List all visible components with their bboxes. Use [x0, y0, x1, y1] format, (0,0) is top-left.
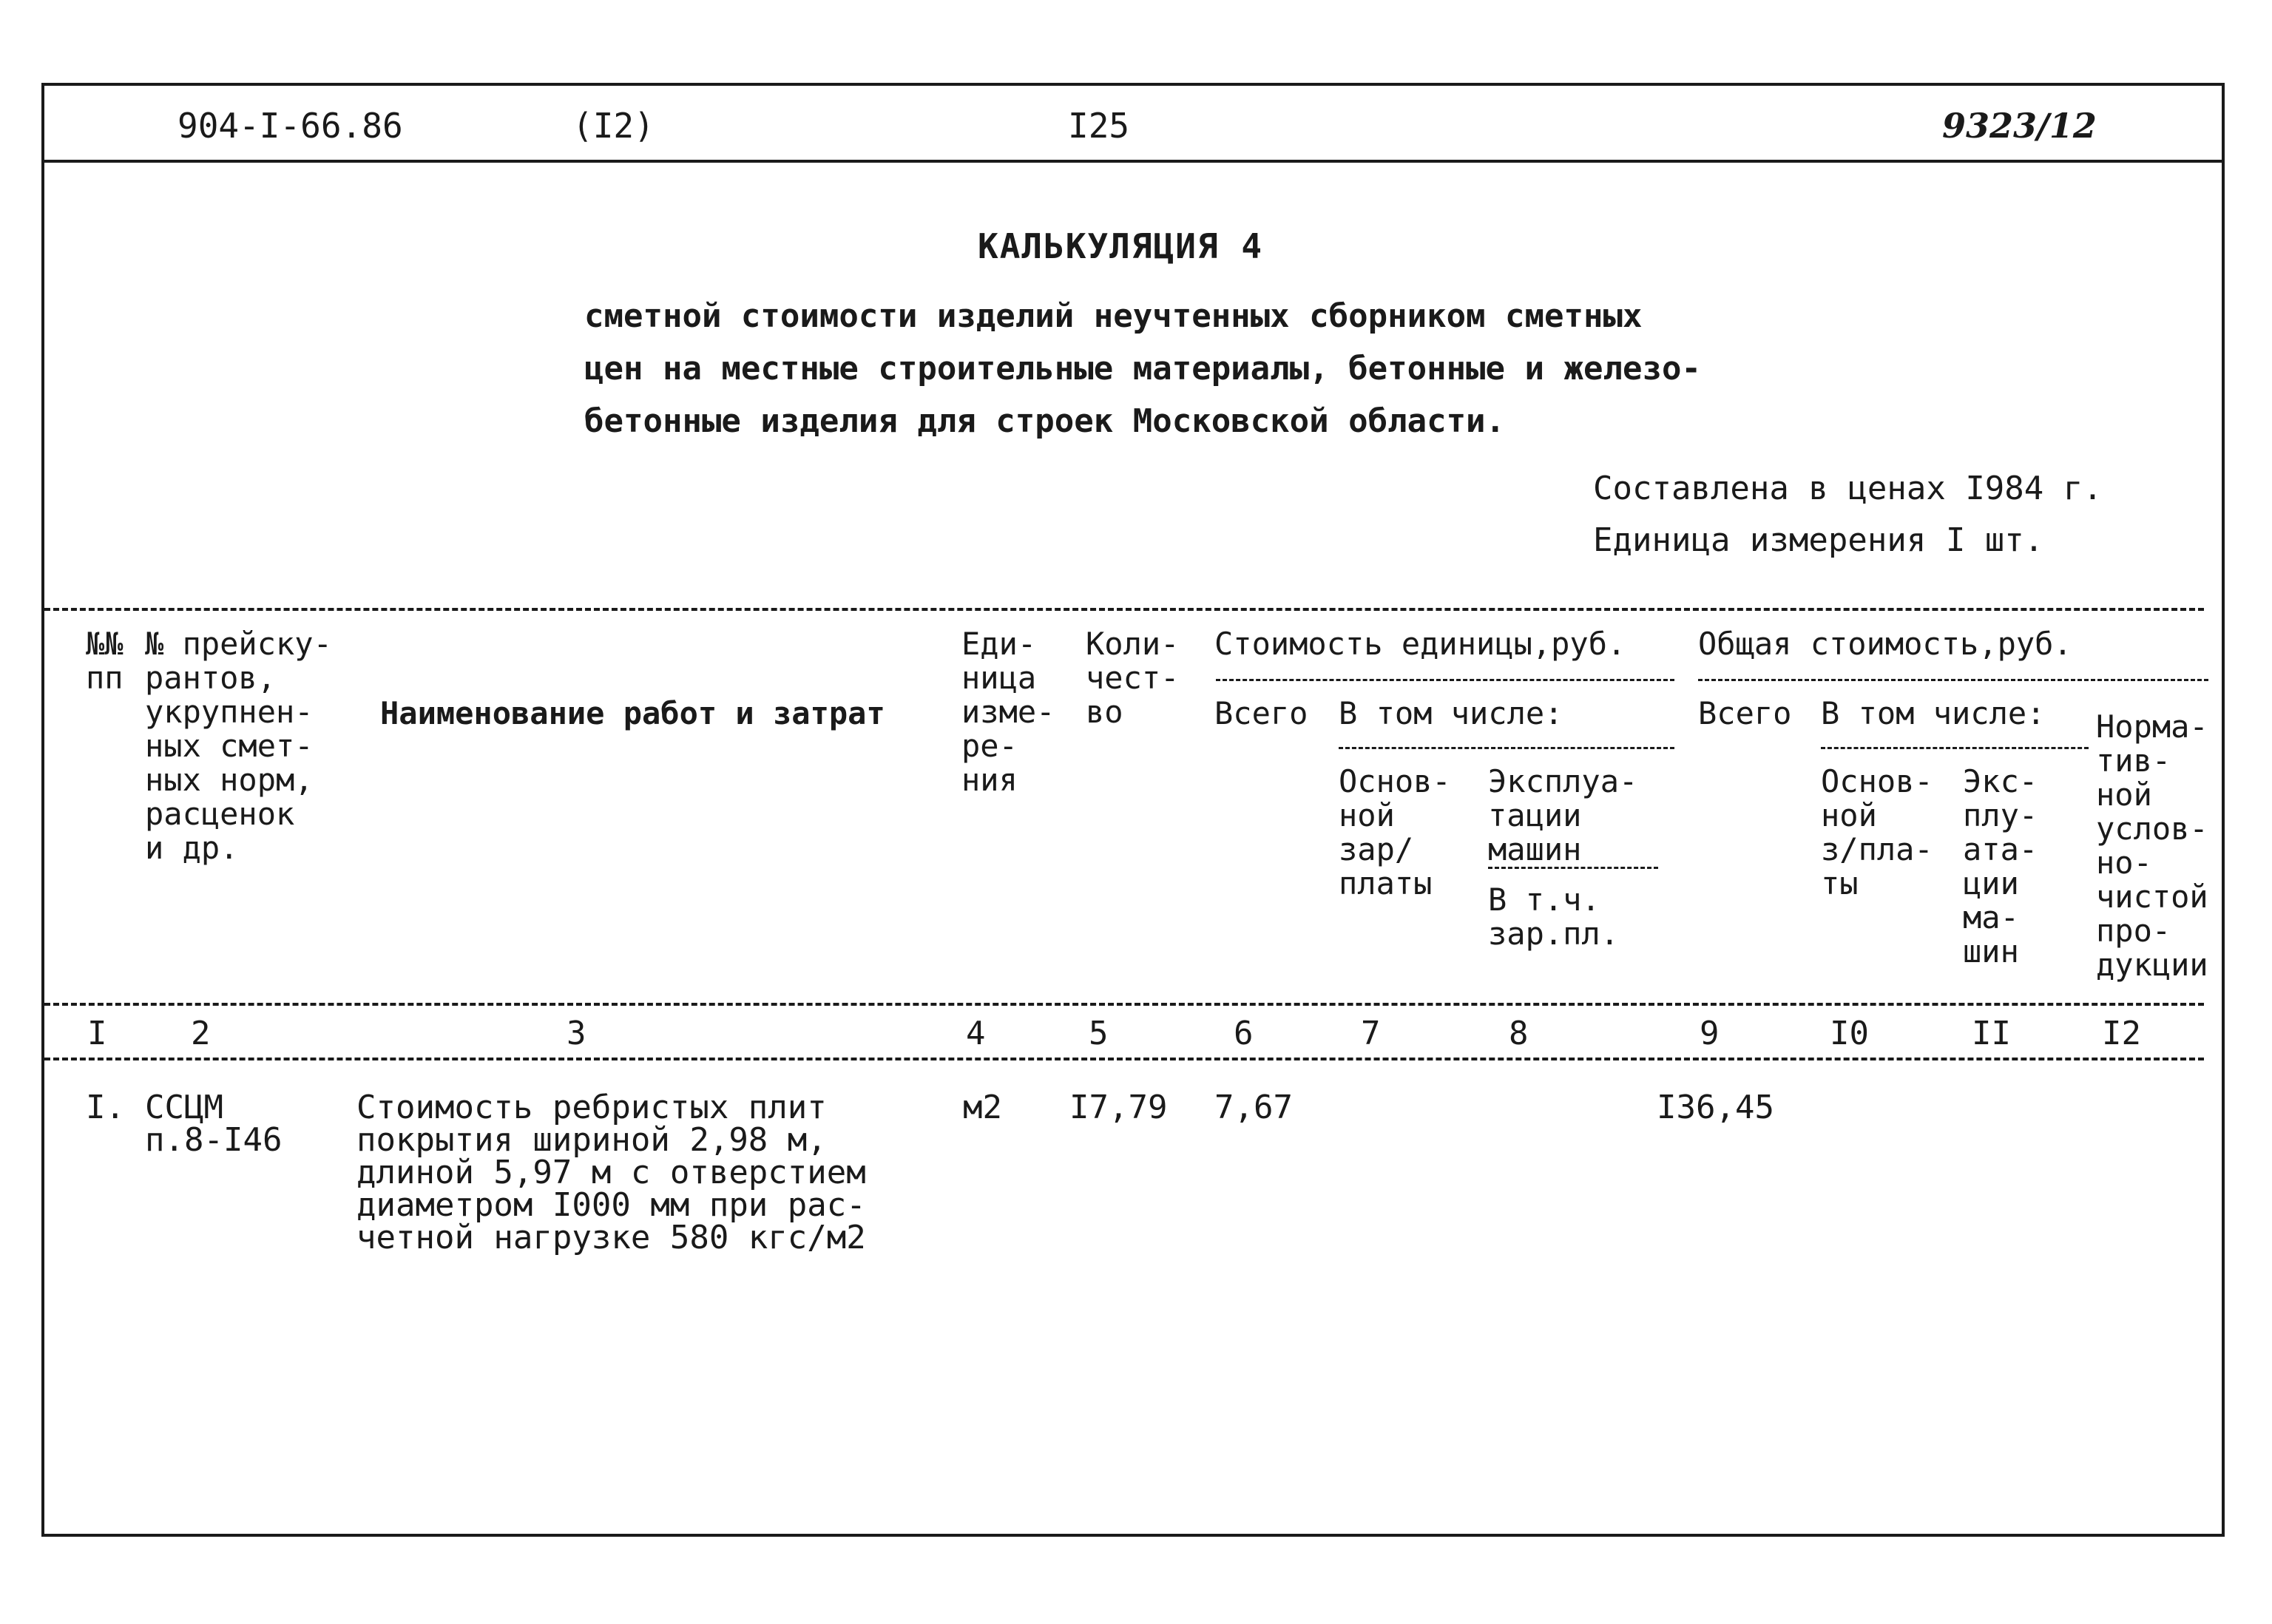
- header-total-cost: Общая стоимость,руб.: [1698, 626, 2072, 662]
- header-mach-2: Экс- плу- ата- ции ма- шин: [1963, 763, 2038, 970]
- row-name: Стоимость ребристых плит покрытия шириной 2,98 м, длиной 5,97 м с отверстием диаметром I000 мм при рас- четной нагрузке 580 кгс/м2: [356, 1089, 866, 1256]
- row-num: I.: [86, 1089, 125, 1126]
- table-top-rule: [44, 608, 2204, 611]
- col-numbers-bottom-rule: [44, 1058, 2204, 1060]
- header-all-2: Всего: [1698, 695, 1792, 731]
- col-number: 9: [1700, 1015, 1720, 1052]
- doc-title: КАЛЬКУЛЯЦИЯ 4: [978, 226, 1264, 266]
- col-number: 8: [1509, 1015, 1529, 1052]
- header-qty: Коли- чест- во: [1086, 626, 1180, 730]
- col-number: I0: [1830, 1015, 1869, 1052]
- header-all-1: Всего: [1214, 695, 1308, 731]
- col-number: I2: [2102, 1015, 2141, 1052]
- col-number: 4: [966, 1015, 986, 1052]
- col-number: II: [1972, 1015, 2011, 1052]
- col-number: 2: [191, 1015, 211, 1052]
- header-name: Наименование работ и затрат: [380, 695, 885, 731]
- row-unit-total: 7,67: [1214, 1089, 1293, 1126]
- col-number: 6: [1234, 1015, 1254, 1052]
- col-number: I: [87, 1015, 107, 1052]
- header-num: №№ пп: [86, 626, 124, 696]
- col-numbers-top-rule: [44, 1003, 2204, 1006]
- header-norm: Норма- тив- ной услов- но- чистой про- дукции: [2096, 708, 2208, 983]
- row-qty: I7,79: [1069, 1089, 1168, 1126]
- col-number: 7: [1361, 1015, 1381, 1052]
- col-number: 3: [567, 1015, 586, 1052]
- header-unit-cost: Стоимость единицы,руб.: [1214, 626, 1626, 662]
- total-incl-rule: [1821, 747, 2089, 749]
- row-unit: м2: [963, 1089, 1002, 1126]
- prices-note: Составлена в ценах I984 г. Единица измерения I шт.: [1593, 470, 2103, 559]
- total-cost-rule: [1698, 679, 2208, 681]
- header-rule: [44, 160, 2222, 163]
- doc-code: 904-I-66.86: [178, 106, 403, 146]
- archive-ref: 9323/12: [1942, 106, 2097, 146]
- part-number: (I2): [572, 106, 655, 146]
- row-ref: ССЦМ п.8-I46: [145, 1089, 283, 1159]
- row-total: I36,45: [1657, 1089, 1774, 1126]
- header-incl-1: В том числе:: [1339, 695, 1563, 731]
- unit-cost-rule: [1216, 679, 1674, 681]
- header-wage-1: Основ- ной зар/ платы: [1339, 763, 1451, 901]
- header-unit: Еди- ница изме- ре- ния: [961, 626, 1055, 798]
- header-incl-2: В том числе:: [1821, 695, 2046, 731]
- unit-incl-rule: [1339, 747, 1674, 749]
- page-number: I25: [1068, 106, 1130, 146]
- header-mach-1: Эксплуа- тации машин: [1488, 763, 1638, 867]
- header-mach-wage-1: В т.ч. зар.пл.: [1488, 882, 1620, 952]
- col-number: 5: [1089, 1015, 1109, 1052]
- header-wage-2: Основ- ной з/пла- ты: [1821, 763, 1933, 901]
- header-ref: № прейску- рантов, укрупнен- ных смет- ных норм, расценок и др.: [145, 626, 332, 866]
- doc-subtitle: сметной стоимости изделий неучтенных сборником сметных цен на местные строительные материалы, бетонные и железо- бетонные изделия для строек Московской области.: [584, 297, 1701, 440]
